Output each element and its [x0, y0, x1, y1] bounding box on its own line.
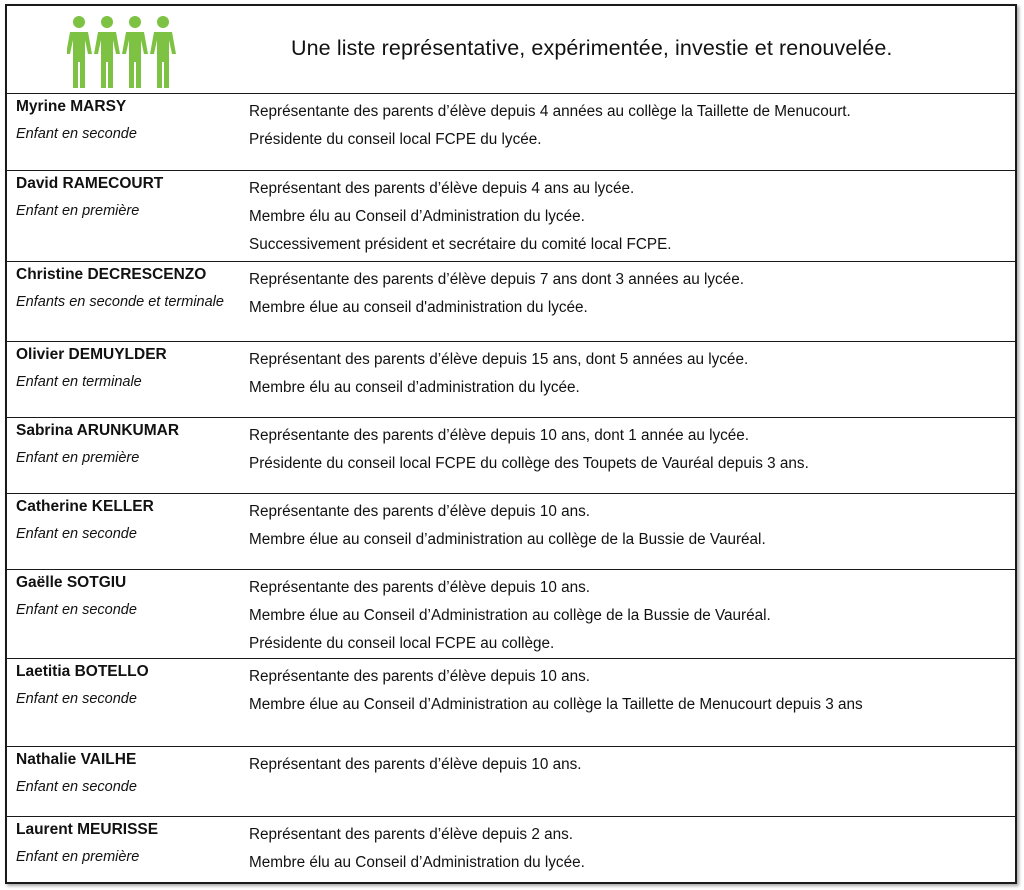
table-header: [7, 6, 1015, 94]
member-name: David RAMECOURT: [16, 175, 164, 192]
header-title: Une liste représentative, expérimentée, investie et renouvelée.: [291, 36, 893, 60]
members-table: [5, 4, 1017, 884]
description-line: Représentante des parents d’élève depuis 7 ans dont 3 années au lycée.: [249, 271, 744, 288]
description-line: Membre élue au Conseil d’Administration au collège de la Bussie de Vauréal.: [249, 607, 771, 624]
member-child-class: Enfant en seconde: [16, 526, 137, 542]
member-name: Olivier DEMUYLDER: [16, 346, 167, 363]
member-description: [249, 346, 1001, 402]
table-row: [7, 659, 1015, 747]
member-child-class: Enfant en première: [16, 450, 140, 466]
member-name: Laetitia BOTELLO: [16, 663, 149, 680]
member-child-class: Enfant en première: [16, 203, 140, 219]
member-child-class: Enfants en seconde et terminale: [16, 294, 224, 310]
member-description: [249, 266, 1001, 322]
description-line: Membre élu au Conseil d’Administration du lycée.: [249, 854, 585, 871]
member-name: Laurent MEURISSE: [16, 821, 159, 838]
people-group-icon: [67, 14, 185, 90]
description-line: Représentante des parents d’élève depuis 10 ans.: [249, 668, 591, 685]
member-description: [249, 751, 1001, 779]
table-row: [7, 342, 1015, 418]
member-description: [249, 574, 1001, 658]
description-line: Représentante des parents d’élève depuis 10 ans, dont 1 année au lycée.: [249, 427, 750, 444]
description-line: Représentante des parents d’élève depuis 4 années au collège la Taillette de Menucourt.: [249, 103, 851, 120]
member-name: Christine DECRESCENZO: [16, 266, 207, 283]
table-row: [7, 94, 1015, 171]
description-line: Membre élue au conseil d’administration au collège de la Bussie de Vauréal.: [249, 531, 766, 548]
table-row: [7, 171, 1015, 262]
member-description: [249, 422, 1001, 478]
table-row: [7, 262, 1015, 342]
member-child-class: Enfant en seconde: [16, 691, 137, 707]
description-line: Représentante des parents d’élève depuis 10 ans.: [249, 579, 591, 596]
description-line: Successivement président et secrétaire du comité local FCPE.: [249, 236, 672, 253]
description-line: Membre élu au Conseil d’Administration du lycée.: [249, 208, 585, 225]
description-line: Représentant des parents d’élève depuis 15 ans, dont 5 années au lycée.: [249, 351, 749, 368]
table-row: [7, 418, 1015, 494]
member-child-class: Enfant en première: [16, 849, 140, 865]
description-line: Membre élue au Conseil d’Administration au collège la Taillette de Menucourt depuis 3 ans: [249, 696, 863, 713]
table-row: [7, 747, 1015, 817]
table-row: [7, 570, 1015, 659]
description-line: Représentant des parents d’élève depuis 10 ans.: [249, 756, 582, 773]
table-row: [7, 817, 1015, 882]
member-child-class: Enfant en terminale: [16, 374, 142, 390]
description-line: Représentante des parents d’élève depuis 10 ans.: [249, 503, 591, 520]
member-name: Sabrina ARUNKUMAR: [16, 422, 180, 439]
member-child-class: Enfant en seconde: [16, 779, 137, 795]
description-line: Présidente du conseil local FCPE du lycée.: [249, 131, 542, 148]
member-name: Myrine MARSY: [16, 98, 127, 115]
member-description: [249, 663, 1001, 719]
member-name: Nathalie VAILHE: [16, 751, 137, 768]
member-child-class: Enfant en seconde: [16, 126, 137, 142]
member-description: [249, 821, 1001, 877]
member-name: Catherine KELLER: [16, 498, 154, 515]
member-description: [249, 175, 1001, 259]
description-line: Présidente du conseil local FCPE du collège des Toupets de Vauréal depuis 3 ans.: [249, 455, 809, 472]
member-description: [249, 98, 1001, 154]
member-name: Gaëlle SOTGIU: [16, 574, 127, 591]
member-child-class: Enfant en seconde: [16, 602, 137, 618]
description-line: Représentant des parents d’élève depuis 2 ans.: [249, 826, 573, 843]
description-line: Représentant des parents d’élève depuis 4 ans au lycée.: [249, 180, 635, 197]
member-description: [249, 498, 1001, 554]
description-line: Présidente du conseil local FCPE au collège.: [249, 635, 555, 652]
table-row: [7, 494, 1015, 570]
description-line: Membre élu au conseil d’administration du lycée.: [249, 379, 580, 396]
description-line: Membre élue au conseil d'administration du lycée.: [249, 299, 588, 316]
